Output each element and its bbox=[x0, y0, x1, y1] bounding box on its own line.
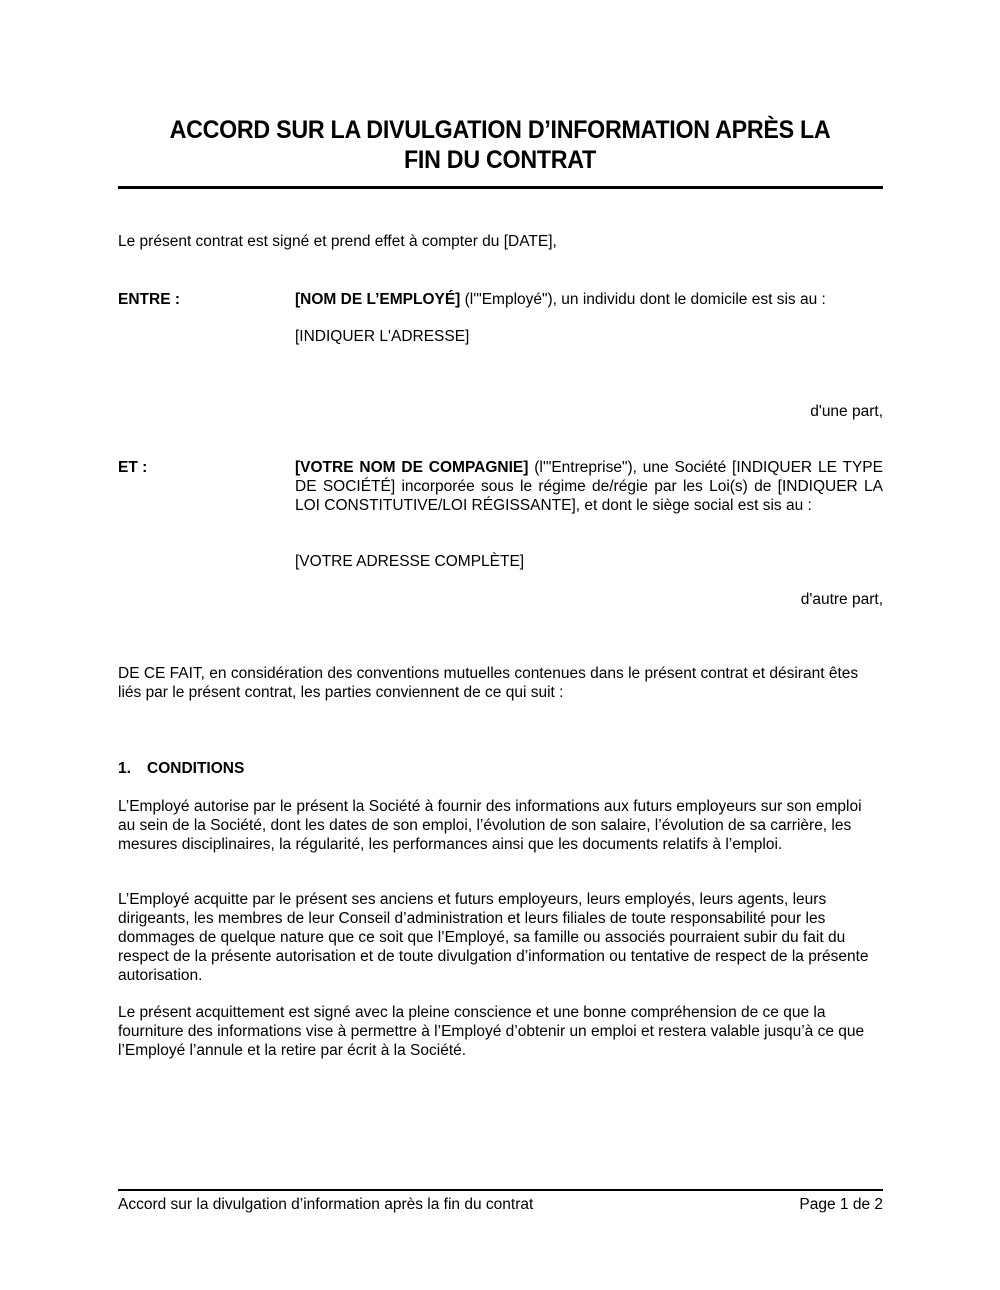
section-1-title: CONDITIONS bbox=[147, 760, 245, 777]
page-number: Page 1 de 2 bbox=[799, 1196, 883, 1213]
party2-closing: d'autre part, bbox=[800, 591, 883, 608]
whereas-paragraph: DE CE FAIT, en considération des conventions mutuelles contenues dans le présent contrat et désirant êtes liés par le présent contrat, les parties conviennent de ce qui suit : bbox=[118, 665, 859, 701]
party1-closing: d'une part, bbox=[810, 403, 883, 420]
section-1-paragraph: L’Employé autorise par le présent la Société à fournir des informations aux futurs employeurs sur son emploi au sein de la Société, dont les dates de son emploi, l’évolution de son salaire, l’évolution de sa carrière, les mesures disciplinaires, la régularité, les performances ainsi que les documents relatifs à l’emploi. bbox=[118, 798, 862, 853]
section-1-paragraph: Le présent acquittement est signé avec la pleine conscience et une bonne compréhension de ce que la fourniture des informations vise à permettre à l’Employé d’obtenir un emploi et restera valable jusqu’à ce que l’Employé l’annule et la retire par écrit à la Société. bbox=[118, 1004, 865, 1059]
party2-label: ET : bbox=[118, 459, 148, 476]
footer-divider bbox=[118, 1189, 883, 1191]
party1-address: [INDIQUER L'ADRESSE] bbox=[295, 328, 470, 345]
party1-name: [NOM DE L’EMPLOYÉ] bbox=[295, 291, 461, 308]
footer-title: Accord sur la divulgation d’information après la fin du contrat bbox=[118, 1196, 534, 1213]
title-line-1: ACCORD SUR LA DIVULGATION D’INFORMATION APRÈS LA bbox=[169, 116, 831, 144]
party2-name: [VOTRE NOM DE COMPAGNIE] bbox=[295, 459, 529, 476]
party2-address: [VOTRE ADRESSE COMPLÈTE] bbox=[295, 553, 525, 570]
party1-label: ENTRE : bbox=[118, 291, 180, 308]
section-1-paragraph: L’Employé acquitte par le présent ses anciens et futurs employeurs, leurs employés, leurs agents, leurs dirigeants, les membres de leur Conseil d’administration et leurs filiales de toute responsabilité pour les dommages de quelque nature que ce soit que l’Employé, sa famille ou associés pourraient subir du fait du respect de la présente autorisation et de toute divulgation d’information ou tentative de respect de la présente autorisation. bbox=[118, 891, 869, 984]
section-1-number: 1. bbox=[118, 760, 131, 777]
title-line-2: FIN DU CONTRAT bbox=[404, 146, 596, 174]
party1-description: (l'"Employé"), un individu dont le domicile est sis au : bbox=[460, 291, 826, 308]
party2-details bbox=[295, 458, 883, 515]
section-1-heading bbox=[118, 759, 244, 778]
party1-details bbox=[295, 290, 883, 309]
document-title bbox=[145, 115, 856, 175]
title-divider bbox=[118, 186, 883, 189]
party2-description: (l'"Entreprise"), une Société [INDIQUER LE TYPE DE SOCIÉTÉ] incorporée sous le régime de/régie par les Loi(s) de [INDIQUER LA LOI CONSTITUTIVE/LOI RÉGISSANTE], et dont le siège social est sis au : bbox=[295, 459, 883, 514]
intro-paragraph: Le présent contrat est signé et prend effet à compter du [DATE], bbox=[118, 233, 557, 250]
